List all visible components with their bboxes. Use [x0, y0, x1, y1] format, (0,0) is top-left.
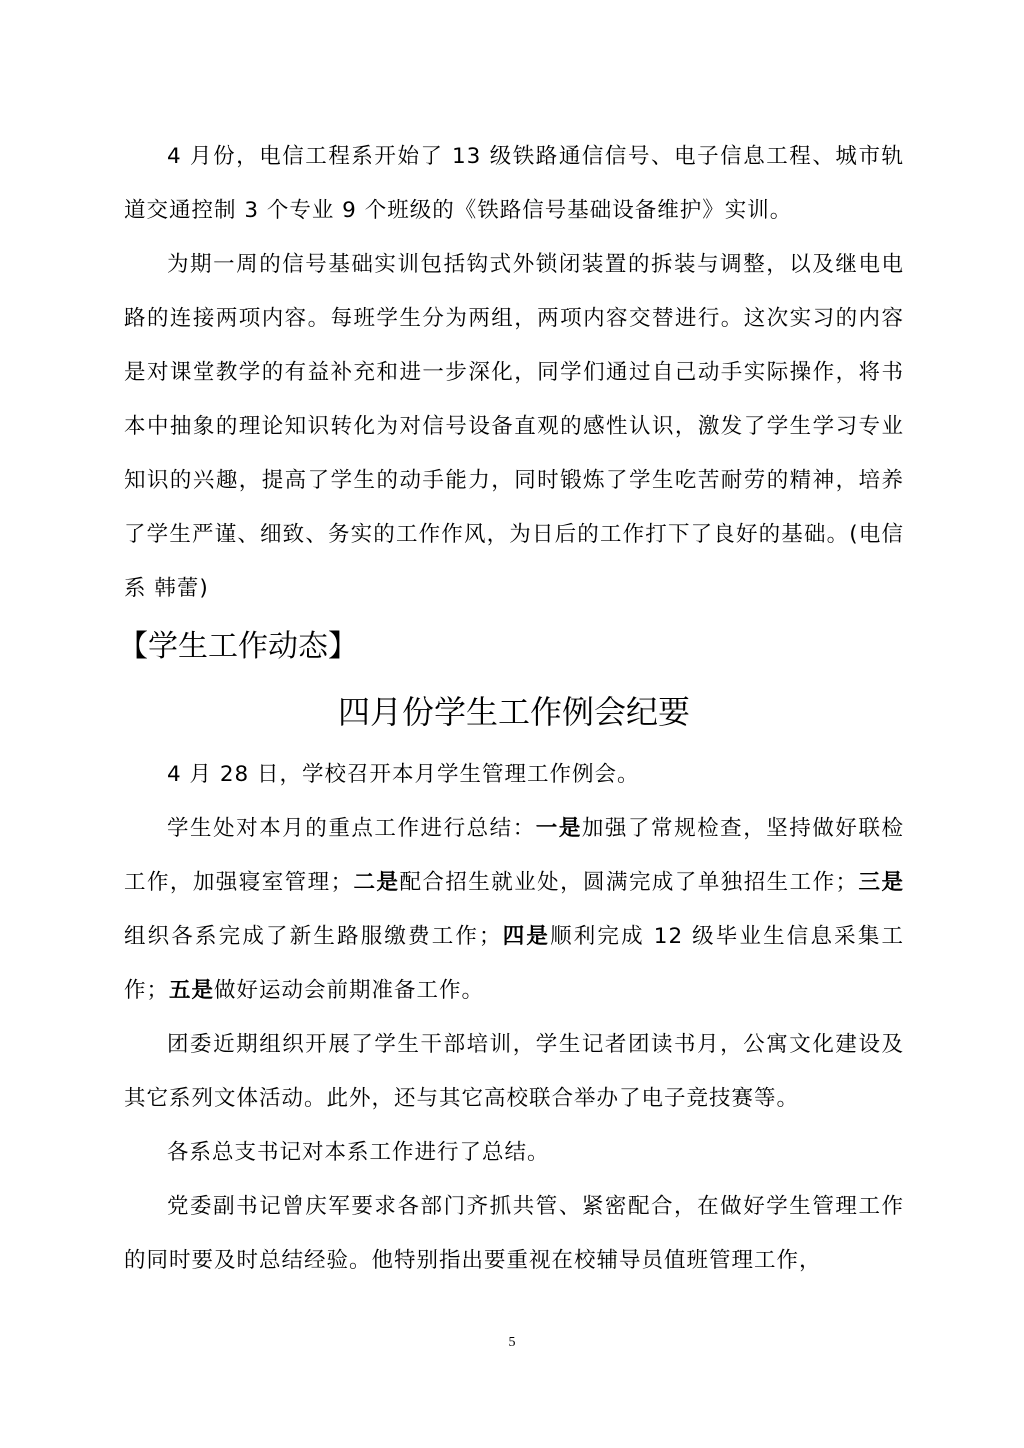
- summary-item5-label: 五是: [169, 978, 215, 1003]
- article2-paragraph-league: 团委近期组织开展了学生干部培训，学生记者团读书月，公寓文化建设及其它系列文体活动。此外，还与其它高校联合举办了电子竞技赛等。: [124, 1032, 904, 1111]
- article-title: 四月份学生工作例会纪要: [337, 693, 690, 731]
- article2-summary-paragraph: [124, 802, 904, 1018]
- article2-paragraph-secretary: 党委副书记曾庆军要求各部门齐抓共管、紧密配合，在做好学生管理工作的同时要及时总结经验。他特别指出要重视在校辅导员值班管理工作，: [124, 1194, 904, 1273]
- page-content: [118, 130, 904, 1288]
- summary-item1-label: 一是: [535, 816, 582, 841]
- article2-intro: 4 月 28 日，学校召开本月学生管理工作例会。: [167, 762, 640, 787]
- article1-paragraph-2: 为期一周的信号基础实训包括钩式外锁闭装置的拆装与调整，以及继电电路的连接两项内容。每班学生分为两组，两项内容交替进行。这次实习的内容是对课堂教学的有益补充和进一步深化，同学们通过自己动手实际操作，将书本中抽象的理论知识转化为对信号设备直观的感性认识，激发了学生学习专业知识的兴趣，提高了学生的动手能力，同时锻炼了学生吃苦耐劳的精神，培养了学生严谨、细致、务实的工作作风，为日后的工作打下了良好的基础。(电信系 韩蕾): [124, 252, 904, 601]
- summary-item2-label: 二是: [353, 870, 400, 895]
- summary-item3-text: 组织各系完成了新生路服缴费工作；: [124, 924, 502, 949]
- article1-paragraph-1: 4 月份，电信工程系开始了 13 级铁路通信信号、电子信息工程、城市轨道交通控制 3 个专业 9 个班级的《铁路信号基础设备维护》实训。: [124, 144, 904, 223]
- summary-item2-text: 配合招生就业处，圆满完成了单独招生工作；: [399, 870, 859, 895]
- article2-paragraph-departments: 各系总支书记对本系工作进行了总结。: [167, 1140, 550, 1165]
- page-number: 5: [508, 1335, 516, 1350]
- summary-item4-label: 四是: [501, 924, 551, 949]
- summary-item4-text: 顺利完成 12 级毕业生信息采集工作；: [124, 924, 904, 1003]
- summary-item5-text: 做好运动会前期准备工作。: [214, 978, 485, 1003]
- summary-item3-label: 三是: [858, 870, 904, 895]
- summary-item1-text: 加强了常规检查，坚持做好联检工作，加强寝室管理；: [124, 816, 904, 895]
- summary-lead: 学生处对本月的重点工作进行总结：: [167, 816, 536, 841]
- section-heading: 【学生工作动态】: [118, 629, 358, 664]
